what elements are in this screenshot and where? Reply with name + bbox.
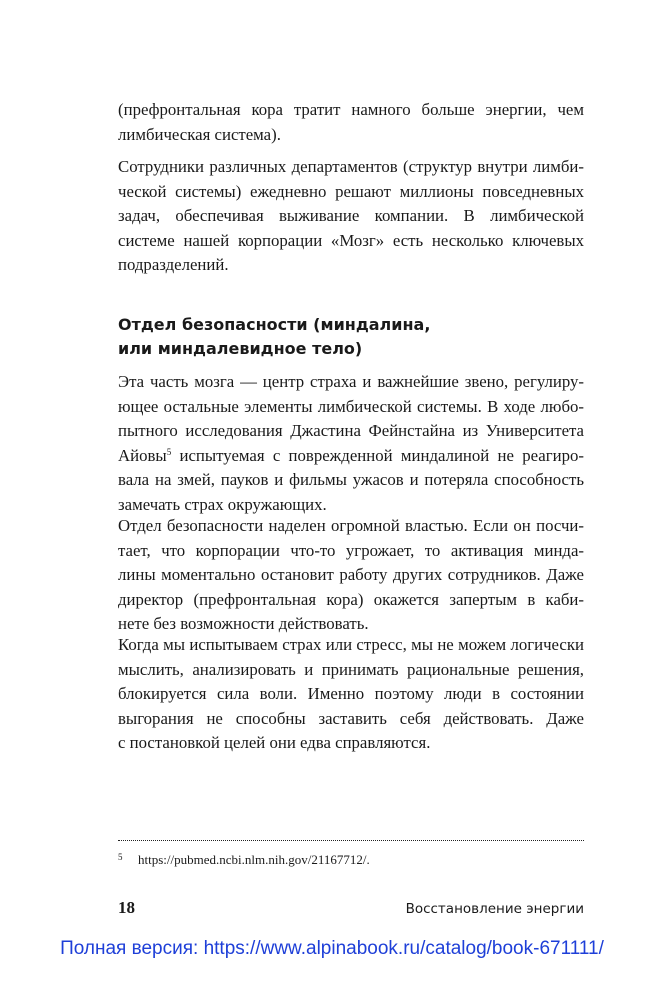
text-line: Эта часть мозга — центр страха и важнейшие звено, регулиру- (118, 372, 584, 391)
text-line: лины моментально остановит работу других сотрудников. Даже (118, 565, 584, 585)
footnote-divider (118, 840, 584, 841)
text-line: системе нашей корпорации «Мозг» есть несколько ключевых (118, 230, 584, 250)
text-line: выгорания не способны заставить себя действовать. Даже (118, 708, 584, 728)
footnote-marker: 5 (166, 446, 172, 457)
footnote-number: 5 (118, 852, 123, 862)
text-line: пытного исследования Джастина Фейнстайна из Университета (118, 421, 584, 441)
paragraph-security-power (118, 514, 584, 637)
footnote-url: https://pubmed.ncbi.nlm.nih.gov/21167712/. (138, 852, 370, 867)
text-fragment: Айовы (118, 445, 167, 465)
text-line: лимбическая система). (118, 124, 281, 144)
text-line: тает, что корпорации что-то угрожает, то активация минда- (118, 540, 584, 560)
text-fragment: испытуемая с поврежденной миндалиной не реагиро- (171, 445, 584, 465)
text-line: Когда мы испытываем страх или стресс, мы не можем логически (118, 635, 584, 654)
text-line: подразделений. (118, 255, 229, 275)
text-line-with-footnote (118, 444, 584, 469)
running-title: Восстановление энергии (405, 901, 584, 917)
text-line: мыслить, анализировать и принимать рациональные решения, (118, 659, 584, 679)
heading-line: Отдел безопасности (миндалина, (118, 315, 431, 334)
paragraph-amygdala (118, 370, 584, 518)
text-line: нете без возможности действовать. (118, 614, 369, 634)
footnote (118, 848, 584, 869)
page-number: 18 (118, 898, 135, 917)
section-heading (118, 313, 584, 361)
paragraph-stress (118, 633, 584, 756)
text-line: ющее остальные элементы лимбической системы. В ходе любо- (118, 396, 584, 416)
text-line: (префронтальная кора тратит намного больше энергии, чем (118, 100, 584, 119)
heading-line: или миндалевидное тело) (118, 339, 363, 358)
text-line: блокируется сила воли. Именно поэтому люди в состоянии (118, 684, 584, 704)
text-line: замечать страх окружающих. (118, 494, 327, 514)
text-line: Отдел безопасности наделен огромной властью. Если он посчи- (118, 516, 584, 535)
text-line: ческой системы) ежедневно решают миллионы повседневных (118, 181, 584, 201)
paragraph-intro (118, 98, 584, 147)
paragraph-departments (118, 155, 584, 278)
text-line: задач, обеспечивая выживание компании. В лимбической (118, 206, 584, 226)
text-line: директор (префронтальная кора) окажется запертым в каби- (118, 589, 584, 609)
text-line: Сотрудники различных департаментов (структур внутри лимби- (118, 157, 584, 176)
text-line: с постановкой целей они едва справляются. (118, 733, 431, 753)
text-line: вала на змей, пауков и фильмы ужасов и потеряла способность (118, 470, 584, 490)
full-version-link[interactable]: Полная версия: https://www.alpinabook.ru/catalog/book-671111/ (60, 938, 604, 959)
